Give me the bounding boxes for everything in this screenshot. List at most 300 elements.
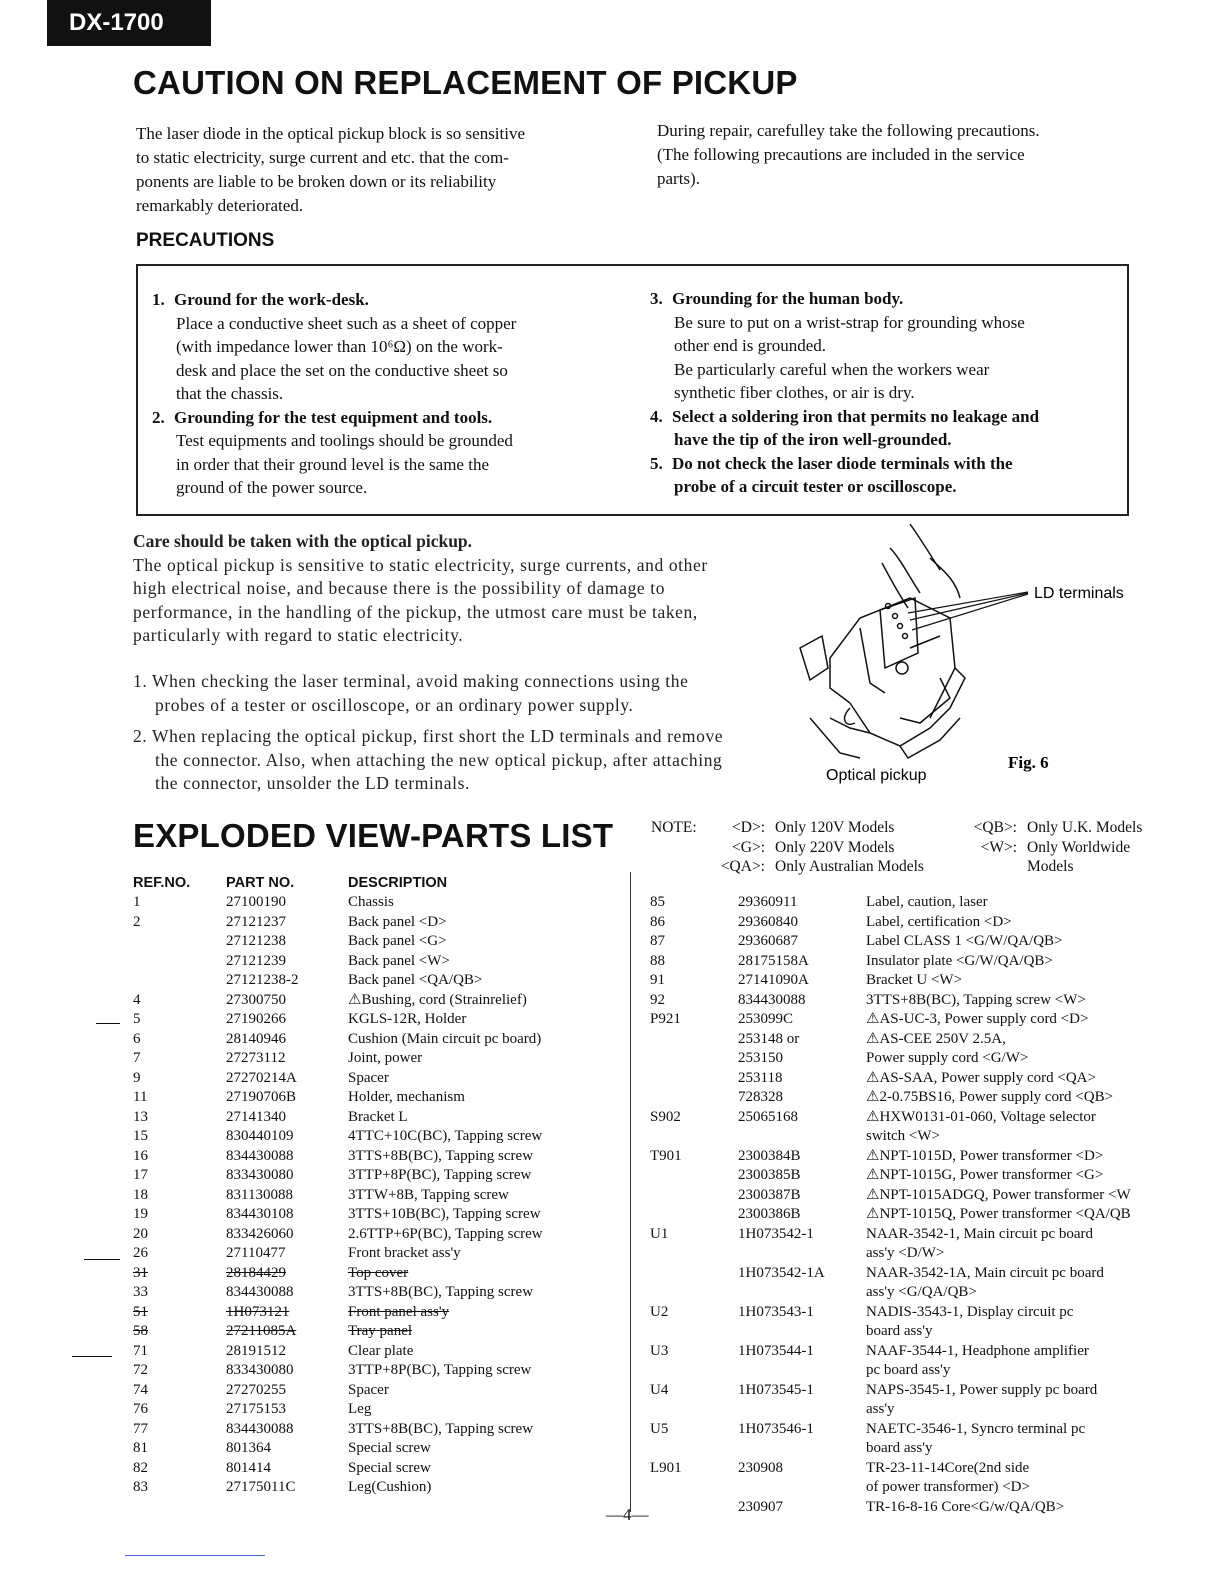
ref-cell — [650, 1088, 738, 1108]
precaution-number: 4. — [650, 406, 663, 426]
margin-arrow — [84, 1259, 120, 1260]
part-cell: 27121238-2 — [226, 972, 299, 988]
desc-cell: ⚠HXW0131-01-060, Voltage selector — [866, 1108, 1096, 1125]
part-cell: 27110477 — [226, 1245, 286, 1261]
bottom-rule — [125, 1555, 265, 1556]
table-row — [133, 1478, 618, 1498]
desc-cell: 3TTS+8B(BC), Tapping screw — [348, 1147, 534, 1164]
part-cell: 28175158A — [738, 952, 809, 969]
desc-cell: Spacer — [348, 1381, 389, 1398]
part-cell: 27270214A — [226, 1069, 297, 1086]
part-cell — [738, 1439, 866, 1459]
part-cell: 27121239 — [226, 952, 286, 969]
precaution-body-line: desk and place the set on the conductive sheet so — [176, 360, 508, 380]
note-cell: <QA>: — [720, 858, 765, 875]
page-number: —4— — [606, 1505, 649, 1524]
ref-cell — [650, 1478, 738, 1498]
care-item-line: 2. When replacing the optical pickup, first short the LD terminals and remove — [133, 726, 724, 746]
precaution-item — [650, 405, 1120, 452]
desc-cell: Label, certification <D> — [866, 913, 1012, 930]
ref-cell: 74 — [133, 1381, 148, 1398]
desc-cell: Top cover — [348, 1264, 409, 1281]
desc-cell: Back panel <D> — [348, 913, 447, 930]
desc-cell: 3TTS+10B(BC), Tapping screw — [348, 1206, 541, 1222]
table-row — [650, 1049, 1186, 1069]
desc-cell: ⚠NPT-1015G, Power transformer <G> — [866, 1167, 1104, 1183]
ref-cell: 17 — [133, 1167, 148, 1183]
ref-cell: 83 — [133, 1479, 148, 1495]
part-cell: 801414 — [226, 1459, 271, 1476]
table-row — [133, 1108, 618, 1128]
ref-cell: 51 — [133, 1303, 148, 1320]
ld-terminals-label: LD terminals — [1034, 585, 1124, 602]
desc-cell: 3TTS+8B(BC), Tapping screw — [348, 1284, 534, 1300]
intro-left — [136, 122, 626, 218]
desc-cell: 3TTS+8B(BC), Tapping screw <W> — [866, 991, 1086, 1008]
header-desc: DESCRIPTION — [348, 875, 448, 891]
ref-cell: 85 — [650, 894, 665, 910]
desc-cell: 3TTP+8P(BC), Tapping screw — [348, 1362, 532, 1378]
desc-cell: ⚠Bushing, cord (Strainrelief) — [348, 991, 527, 1008]
part-cell: 28191512 — [226, 1342, 286, 1359]
ref-cell: 71 — [133, 1342, 148, 1359]
ref-cell — [650, 1498, 738, 1518]
part-cell: 253148 or — [738, 1030, 800, 1047]
optical-pickup-figure — [790, 518, 1150, 790]
ref-cell — [650, 1283, 738, 1303]
ref-cell: 26 — [133, 1245, 148, 1261]
ref-cell: U5 — [650, 1420, 669, 1437]
note-cell — [965, 857, 1021, 877]
part-cell: 834430088 — [738, 991, 806, 1008]
intro-line: The laser diode in the optical pickup block is so sensitive — [136, 124, 526, 143]
desc-cell: ⚠AS-CEE 250V 2.5A, — [866, 1030, 1006, 1047]
ref-cell: 33 — [133, 1284, 148, 1300]
part-cell — [738, 1478, 866, 1498]
table-row — [133, 1186, 618, 1206]
desc-cell: Insulator plate <G/W/QA/QB> — [866, 952, 1053, 969]
care-item-line: the connector, unsolder the LD terminals. — [155, 773, 470, 793]
part-cell: 834430108 — [226, 1206, 294, 1222]
desc-cell: TR-16-8-16 Core<G/w/QA/QB> — [866, 1498, 1065, 1515]
desc-cell: NADIS-3543-1, Display circuit pc — [866, 1303, 1074, 1320]
desc-cell: 2.6TTP+6P(BC), Tapping screw — [348, 1225, 543, 1242]
note-cell: Only U.K. Models — [1027, 819, 1143, 836]
ref-cell — [650, 1069, 738, 1089]
margin-mark — [96, 1023, 120, 1024]
care-line: performance, in the handling of the pickup, the utmost care must be taken, — [133, 601, 698, 622]
ref-cell: 76 — [133, 1401, 148, 1417]
ref-cell: 88 — [650, 952, 665, 969]
header-part: PART NO. — [226, 875, 295, 891]
table-row — [650, 1108, 1186, 1128]
ref-cell — [650, 1322, 738, 1342]
table-row — [650, 1030, 1186, 1050]
intro-line: parts). — [657, 169, 700, 188]
ref-cell: 15 — [133, 1128, 148, 1144]
ref-cell — [650, 1205, 738, 1225]
optical-pickup-label: Optical pickup — [826, 767, 927, 784]
ref-cell: 16 — [133, 1147, 148, 1164]
table-row — [133, 1361, 618, 1381]
ref-cell: 19 — [133, 1206, 148, 1222]
precaution-title: Grounding for the human body. — [672, 289, 904, 308]
table-row — [650, 971, 1186, 991]
table-row — [133, 1147, 618, 1167]
part-cell: 27190266 — [226, 1011, 286, 1027]
desc-cell: NAAF-3544-1, Headphone amplifier — [866, 1342, 1089, 1359]
note-cell — [651, 857, 713, 877]
desc-cell: board ass'y — [866, 1440, 933, 1456]
part-cell — [738, 1283, 866, 1303]
part-cell: 230908 — [738, 1459, 783, 1476]
table-row — [650, 1459, 1186, 1479]
ref-cell: 58 — [133, 1323, 148, 1339]
precaution-title: Select a soldering iron that permits no leakage and — [672, 406, 1040, 426]
ref-cell — [650, 1127, 738, 1147]
ref-cell — [650, 1439, 738, 1459]
desc-cell: 4TTC+10C(BC), Tapping screw — [348, 1128, 543, 1144]
precaution-body-line: that the chassis. — [176, 384, 284, 403]
table-row — [650, 1088, 1186, 1108]
table-row — [650, 1225, 1186, 1245]
ref-cell: 20 — [133, 1225, 148, 1242]
part-cell — [738, 1361, 866, 1381]
ref-cell: 31 — [133, 1264, 148, 1281]
care-section — [133, 530, 783, 648]
care-line: particularly with regard to static electricity. — [133, 625, 464, 645]
exploded-title: EXPLODED VIEW-PARTS LIST — [133, 817, 614, 854]
part-cell: 834430088 — [226, 1147, 294, 1164]
table-row — [133, 1127, 618, 1147]
table-row — [650, 1322, 1186, 1342]
ref-cell: L901 — [650, 1459, 682, 1476]
part-cell — [738, 1322, 866, 1342]
note-cell: Only Worldwide — [1027, 838, 1131, 856]
table-row — [650, 1186, 1186, 1206]
ref-cell — [650, 1264, 738, 1284]
desc-cell: Holder, mechanism — [348, 1089, 465, 1105]
note — [651, 818, 1157, 877]
desc-cell: ⚠AS-UC-3, Power supply cord <D> — [866, 1011, 1089, 1027]
desc-cell: Power supply cord <G/W> — [866, 1050, 1029, 1066]
intro-line: remarkably deteriorated. — [136, 196, 304, 215]
note-cell: <G>: — [732, 838, 765, 856]
table-row — [133, 1069, 618, 1089]
part-cell: 27141340 — [226, 1108, 286, 1125]
ref-cell: 13 — [133, 1108, 148, 1125]
desc-cell: ⚠2-0.75BS16, Power supply cord <QB> — [866, 1089, 1114, 1105]
table-row — [133, 1439, 618, 1459]
part-cell: 27100190 — [226, 894, 286, 910]
note-row — [651, 857, 1157, 877]
note-cell: <QB>: — [973, 819, 1017, 836]
care-title: Care should be taken with the optical pickup. — [133, 531, 473, 551]
precaution-title: Grounding for the test equipment and tools. — [174, 407, 493, 427]
part-cell: 1H073544-1 — [738, 1342, 814, 1359]
care-item — [133, 670, 783, 717]
ref-cell: T901 — [650, 1147, 682, 1164]
intro-line: ponents are liable to be broken down or its reliability — [136, 172, 497, 191]
table-row — [133, 1459, 618, 1479]
part-cell: 1H073546-1 — [738, 1420, 814, 1437]
desc-cell: ass'y <G/QA/QB> — [866, 1284, 977, 1300]
care-line: high electrical noise, and because there is the possibility of damage to — [133, 578, 666, 598]
part-cell: 1H073121 — [226, 1303, 290, 1320]
part-cell: 831130088 — [226, 1186, 293, 1203]
part-cell: 834430088 — [226, 1284, 294, 1300]
part-cell: 27175153 — [226, 1401, 286, 1417]
margin-mark — [72, 1356, 112, 1357]
ref-cell: 86 — [650, 913, 665, 930]
table-row — [133, 991, 618, 1011]
part-cell: 27121238 — [226, 933, 286, 949]
part-cell: 25065168 — [738, 1108, 798, 1125]
table-row — [133, 1010, 618, 1030]
table-row — [133, 1205, 618, 1225]
desc-cell: switch <W> — [866, 1128, 940, 1144]
desc-cell: Front panel ass'y — [348, 1303, 450, 1320]
table-row — [133, 1283, 618, 1303]
parts-table-left — [133, 873, 618, 1498]
table-row — [650, 1166, 1186, 1186]
note-cell: NOTE: — [651, 819, 697, 836]
part-cell: 27273112 — [226, 1050, 286, 1066]
desc-cell: Back panel <G> — [348, 933, 447, 949]
model-tag: DX-1700 — [47, 0, 211, 46]
table-row — [133, 1030, 618, 1050]
header-ref: REF.NO. — [133, 875, 191, 891]
precaution-body-line: in order that their ground level is the same the — [176, 454, 489, 474]
part-cell: 253118 — [738, 1069, 783, 1086]
note-cell: Only Australian Models — [775, 858, 924, 875]
part-cell: 833430080 — [226, 1167, 294, 1183]
care-item-line: 1. When checking the laser terminal, avoid making connections using the — [133, 671, 689, 691]
table-row — [133, 1342, 618, 1362]
precaution-body-line: other end is grounded. — [674, 336, 827, 355]
table-row — [133, 1225, 618, 1245]
ref-cell — [650, 1049, 738, 1069]
ref-cell: S902 — [650, 1108, 681, 1125]
part-cell: 2300385B — [738, 1167, 801, 1183]
ref-cell — [650, 1186, 738, 1206]
care-line: The optical pickup is sensitive to static electricity, surge currents, and other — [133, 554, 708, 575]
precaution-title: Ground for the work-desk. — [174, 290, 369, 309]
precaution-body-line: Be particularly careful when the workers wear — [674, 359, 990, 379]
desc-cell: TR-23-11-14Core(2nd side — [866, 1459, 1030, 1476]
part-cell: 1H073542-1A — [738, 1264, 825, 1281]
table-row — [650, 1381, 1186, 1401]
precaution-body-line: ground of the power source. — [176, 478, 368, 497]
table-row — [650, 1342, 1186, 1362]
ref-cell: 1 — [133, 894, 141, 910]
intro-line: During repair, carefulley take the following precautions. — [657, 121, 1040, 140]
table-row — [650, 893, 1186, 913]
desc-cell: ass'y <D/W> — [866, 1245, 945, 1261]
table-row — [650, 1361, 1186, 1381]
ref-cell: 4 — [133, 991, 141, 1008]
care-item — [133, 725, 783, 796]
desc-cell: 3TTP+8P(BC), Tapping screw — [348, 1167, 532, 1183]
table-row — [650, 1010, 1186, 1030]
desc-cell: NAAR-3542-1, Main circuit pc board — [866, 1225, 1094, 1242]
part-cell: 230907 — [738, 1498, 783, 1515]
desc-cell: NAAR-3542-1A, Main circuit pc board — [866, 1264, 1104, 1281]
table-row — [650, 1205, 1186, 1225]
table-row — [133, 952, 618, 972]
desc-cell: Cushion (Main circuit pc board) — [348, 1030, 542, 1047]
precaution-body-line: Place a conductive sheet such as a sheet of copper — [176, 313, 517, 333]
parts-table-right — [650, 893, 1186, 1517]
table-row — [133, 971, 618, 991]
desc-cell: Back panel <QA/QB> — [348, 972, 483, 988]
desc-cell: of power transformer) <D> — [866, 1479, 1030, 1495]
ref-cell: 2 — [133, 913, 141, 930]
table-row — [650, 1147, 1186, 1167]
part-cell: 728328 — [738, 1089, 783, 1105]
precautions-title: PRECAUTIONS — [136, 230, 275, 251]
ref-cell: 82 — [133, 1459, 148, 1476]
ref-cell: U4 — [650, 1381, 669, 1398]
intro-line: (The following precautions are included in the service — [657, 145, 1025, 164]
table-row — [133, 1166, 618, 1186]
desc-cell: board ass'y — [866, 1323, 933, 1339]
part-cell: 27270255 — [226, 1381, 286, 1398]
ref-cell: 5 — [133, 1011, 141, 1027]
ref-cell: 9 — [133, 1069, 141, 1086]
table-row — [133, 1088, 618, 1108]
note-cell: <W>: — [980, 838, 1017, 856]
part-cell: 27141090A — [738, 972, 809, 988]
caution-title: CAUTION ON REPLACEMENT OF PICKUP — [133, 64, 798, 101]
table-row — [650, 932, 1186, 952]
ref-cell: P921 — [650, 1011, 681, 1027]
part-cell: 29360840 — [738, 913, 798, 930]
table-row — [650, 1400, 1186, 1420]
desc-cell: Bracket L — [348, 1108, 408, 1125]
precaution-number: 1. — [152, 290, 165, 309]
table-row — [133, 1244, 618, 1264]
note-cell: <D>: — [732, 819, 765, 836]
table-row — [133, 1049, 618, 1069]
desc-cell: Chassis — [348, 894, 394, 910]
part-cell: 253099C — [738, 1011, 794, 1027]
precaution-number: 2. — [152, 407, 165, 427]
precaution-item — [650, 452, 1120, 499]
note-cell — [651, 838, 713, 858]
ref-cell: U3 — [650, 1342, 669, 1359]
ref-cell — [650, 1166, 738, 1186]
ref-cell: 77 — [133, 1420, 148, 1437]
table-row — [133, 1264, 618, 1284]
table-row — [650, 1244, 1186, 1264]
precaution-body-line: Be sure to put on a wrist-strap for grounding whose — [674, 312, 1025, 332]
care-text — [133, 554, 783, 648]
care-item-line: probes of a tester or oscilloscope, or an ordinary power supply. — [155, 694, 634, 715]
desc-cell: Special screw — [348, 1440, 431, 1456]
table-row — [650, 1283, 1186, 1303]
desc-cell: ⚠AS-SAA, Power supply cord <QA> — [866, 1069, 1096, 1086]
desc-cell: Back panel <W> — [348, 952, 450, 969]
table-row — [650, 1478, 1186, 1498]
ref-cell: U1 — [650, 1225, 669, 1242]
part-cell: 830440109 — [226, 1128, 294, 1144]
part-cell: 27300750 — [226, 991, 286, 1008]
precaution-item — [152, 406, 612, 500]
ref-cell — [650, 1361, 738, 1381]
table-row — [133, 1400, 618, 1420]
part-cell: 1H073543-1 — [738, 1303, 814, 1320]
desc-cell: Front bracket ass'y — [348, 1245, 461, 1261]
precaution-body-line: synthetic fiber clothes, or air is dry. — [674, 383, 915, 402]
care-item-line: the connector. Also, when attaching the new optical pickup, after attaching — [155, 749, 723, 770]
part-cell: 29360911 — [738, 894, 798, 910]
ref-cell: U2 — [650, 1303, 669, 1320]
part-cell: 833430080 — [226, 1362, 294, 1378]
precautions-left — [152, 288, 612, 500]
ref-cell: 81 — [133, 1440, 148, 1456]
note-row — [651, 838, 1157, 858]
part-cell: 1H073545-1 — [738, 1381, 814, 1398]
desc-cell: Leg(Cushion) — [348, 1479, 432, 1495]
desc-cell: Special screw — [348, 1459, 431, 1476]
precaution-body-line: have the tip of the iron well-grounded. — [674, 430, 952, 449]
column-divider — [630, 872, 631, 1512]
part-cell: 29360687 — [738, 933, 798, 949]
desc-cell: Clear plate — [348, 1342, 414, 1359]
desc-cell: ⚠NPT-1015Q, Power transformer <QA/QB — [866, 1206, 1131, 1222]
part-cell — [738, 1244, 866, 1264]
care-items — [133, 670, 783, 804]
table-row — [133, 913, 618, 933]
ref-cell — [650, 1030, 738, 1050]
part-cell: 27190706B — [226, 1089, 297, 1105]
part-cell: 801364 — [226, 1440, 271, 1456]
part-cell: 2300386B — [738, 1206, 801, 1222]
ref-cell: 7 — [133, 1050, 141, 1066]
ref-cell: 11 — [133, 1089, 148, 1105]
part-cell: 833426060 — [226, 1225, 294, 1242]
ref-cell — [133, 932, 226, 952]
part-cell: 28140946 — [226, 1030, 286, 1047]
table-row — [650, 1439, 1186, 1459]
note-row — [651, 818, 1157, 838]
part-cell — [738, 1127, 866, 1147]
part-cell: 2300387B — [738, 1186, 801, 1203]
precaution-title: Do not check the laser diode terminals with the — [672, 453, 1013, 473]
desc-cell: pc board ass'y — [866, 1362, 951, 1378]
desc-cell: NAPS-3545-1, Power supply pc board — [866, 1381, 1098, 1398]
desc-cell: Label CLASS 1 <G/W/QA/QB> — [866, 933, 1063, 949]
desc-cell: Bracket U <W> — [866, 972, 963, 988]
desc-cell: ⚠NPT-1015ADGQ, Power transformer <W — [866, 1186, 1131, 1203]
ref-cell: 92 — [650, 991, 665, 1008]
desc-cell: Label, caution, laser — [866, 894, 988, 910]
table-row — [133, 1381, 618, 1401]
note-cell: Only 220V Models — [775, 838, 895, 856]
desc-cell: Spacer — [348, 1069, 389, 1086]
desc-cell: Joint, power — [348, 1050, 423, 1066]
precaution-number: 3. — [650, 289, 663, 308]
part-cell: 28184429 — [226, 1264, 286, 1281]
precaution-body-line: (with impedance lower than 10⁶Ω) on the work- — [176, 337, 503, 356]
part-cell: 27175011C — [226, 1479, 296, 1495]
part-cell: 27121237 — [226, 913, 286, 930]
table-row — [650, 1069, 1186, 1089]
part-cell: 253150 — [738, 1050, 783, 1066]
table-row — [133, 893, 618, 913]
part-cell: 834430088 — [226, 1420, 294, 1437]
